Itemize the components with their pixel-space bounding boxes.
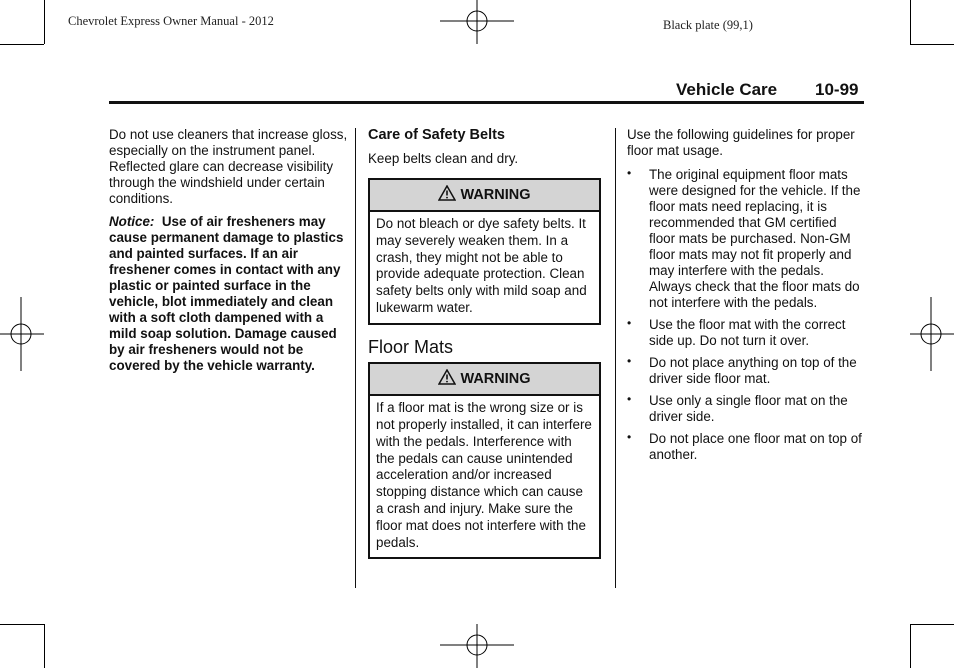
warning-header <box>370 364 599 396</box>
list-item: • Do not place one floor mat on top of another. <box>627 430 862 462</box>
bullet-icon: • <box>627 166 632 180</box>
warning-triangle-icon <box>438 182 456 212</box>
cleaner-paragraph: Do not use cleaners that increase gloss, especially on the instrument panel. Reflected glare can decrease visibility through the windshield under certain conditions. <box>109 127 348 206</box>
warning-box-floor-mats <box>368 362 601 559</box>
notice-text: Use of air fresheners may cause permanent damage to plastics and painted surfaces. If an air freshener comes in contact with any plastic or painted surface in the vehicle, blot immediately and clean with a soft cloth dampened with a mild soap solution. Damage caused by air fresheners would not be covered by the vehicle warranty. <box>109 214 344 373</box>
warning-label: WARNING <box>460 371 531 388</box>
column-divider <box>355 128 356 588</box>
list-item: • Use only a single floor mat on the driver side. <box>627 392 848 424</box>
crop-mark <box>910 0 911 44</box>
bullet-icon: • <box>627 316 632 330</box>
crop-mark <box>910 624 954 625</box>
warning-text: Do not bleach or dye safety belts. It may severely weaken them. In a crash, they might not be able to provide adequate protection. Clean safety belts only with mild soap and lukewarm water. <box>376 216 587 315</box>
crop-mark <box>44 0 45 44</box>
column-divider <box>615 128 616 588</box>
crop-mark <box>44 624 45 668</box>
warning-header <box>370 180 599 212</box>
crop-mark <box>0 44 44 45</box>
registration-mark-top <box>440 0 514 44</box>
bullet-icon: • <box>627 392 632 406</box>
warning-text: If a floor mat is the wrong size or is not properly installed, it can interfere with the pedals. Interference with the pedals can cause unintended acceleration and/or increased stopping distance which can cause a crash and injury. Make sure the floor mat does not interfere with the pedals. <box>376 400 592 550</box>
crop-mark <box>910 44 954 45</box>
manual-title: Chevrolet Express Owner Manual - 2012 <box>68 14 274 28</box>
page-number: 10-99 <box>815 80 859 99</box>
guidelines-list <box>627 167 863 463</box>
registration-mark-right <box>910 297 954 371</box>
registration-mark-left <box>0 297 44 371</box>
belts-text: Keep belts clean and dry. <box>368 150 519 166</box>
crop-mark <box>0 624 44 625</box>
column-1 <box>109 127 349 381</box>
notice-lead: Notice: <box>109 214 155 229</box>
belts-heading: Care of Safety Belts <box>368 127 505 143</box>
plate-label: Black plate (99,1) <box>663 18 753 32</box>
warning-triangle-icon <box>438 366 456 396</box>
list-item: • Do not place anything on top of the driver side floor mat. <box>627 354 857 386</box>
column-3 <box>627 127 863 469</box>
bullet-icon: • <box>627 430 632 444</box>
notice-paragraph <box>109 214 349 374</box>
registration-mark-bottom <box>440 624 514 668</box>
section-title: Vehicle Care <box>676 80 778 99</box>
header-rule <box>109 101 864 104</box>
warning-box-belts <box>368 178 601 325</box>
warning-label: WARNING <box>460 187 531 203</box>
floor-mats-heading: Floor Mats <box>368 336 454 357</box>
guidelines-intro: Use the following guidelines for proper floor mat usage. <box>627 127 855 158</box>
crop-mark <box>910 624 911 668</box>
list-item: • The original equipment floor mats were designed for the vehicle. If the floor mats need replacing, it is recommended that GM certified floor mats be purchased. Non-GM floor mats may not fit properly and may interfere with the pedals. Always check that the floor mats do not interfere with the pedals. <box>627 166 861 310</box>
list-item: • Use the floor mat with the correct side up. Do not turn it over. <box>627 316 846 348</box>
column-2 <box>368 127 605 559</box>
bullet-icon: • <box>627 354 632 368</box>
